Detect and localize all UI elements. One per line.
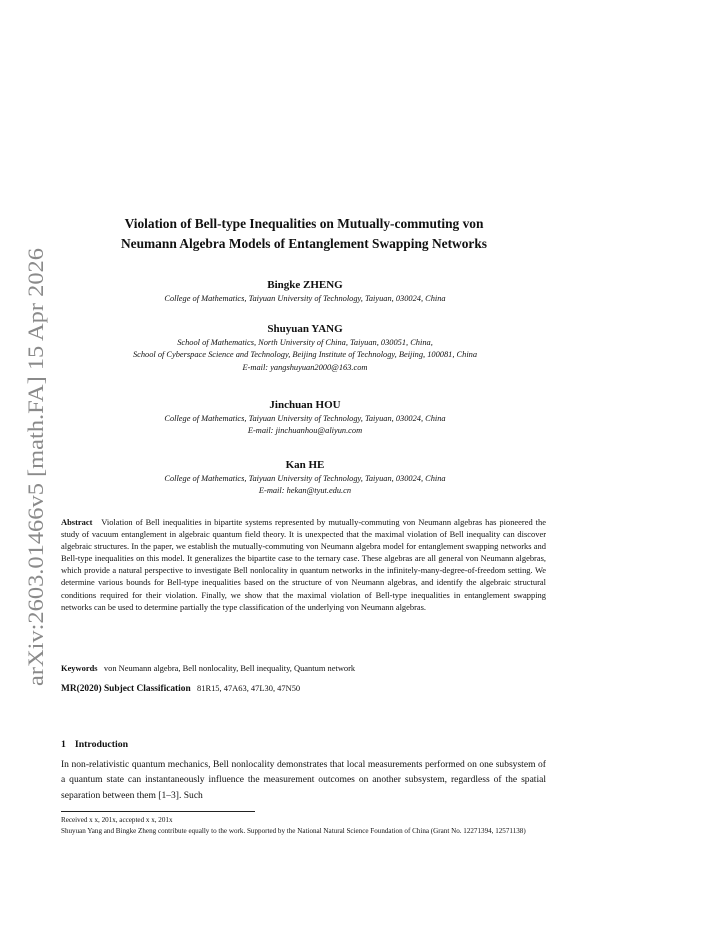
author-affiliation: College of Mathematics, Taiyuan University of Technology, Taiyuan, 030024, China [164, 474, 446, 483]
keywords-text: von Neumann algebra, Bell nonlocality, Bell inequality, Quantum network [103, 663, 356, 673]
subject-classification [61, 682, 546, 695]
author-name: Kan HE [285, 459, 325, 471]
footnote-received: Received x x, 201x, accepted x x, 201x [61, 816, 173, 824]
footnote-funding: Shuyuan Yang and Bingke Zheng contribute equally to the work. Supported by the National Natural Science Foundation of China (Grant No. 12271394, 12571138) [61, 826, 526, 835]
author-affiliation: School of Mathematics, North University of China, Taiyuan, 030051, China, [177, 338, 433, 347]
subject-classification-label: MR(2020) Subject Classification [61, 684, 191, 694]
paper-title-line-2: Neumann Algebra Models of Entanglement Swapping Networks [120, 236, 488, 251]
author-name: Shuyuan YANG [267, 323, 343, 335]
section-heading-introduction [61, 738, 128, 752]
email-label: E-mail: [258, 486, 285, 496]
section-number: 1 [61, 739, 66, 750]
subject-classification-codes: 81R15, 47A63, 47L30, 47N50 [197, 683, 301, 693]
author-email-line [55, 425, 555, 437]
arxiv-stamp-text: arXiv:2603.01466v5 [math.FA] 15 Apr 2026 [23, 291, 48, 686]
abstract-text: Violation of Bell inequalities in bipartite systems represented by mutually-commuting von Neumann algebras has pioneered the study of vacuum entanglement in algebraic quantum field theory. It is unexpected that the maximal violation of Bell inequality can discover algebraic structures. In the paper, we establish the mutually-commuting von Neumann algebra model for entanglement swapping networks and Bell-type inequalities on this model. It generalizes the bipartite case to the ternary case. These algebras are all general von Neumann algebras, which provide a natural perspective to investigate Bell nonlocality in quantum networks in the infinitely-many-degree-of-freedom setting. We determine various bounds for Bell-type inequalities based on the structure of von Neumann algebras, and identify the algebraic structural conditions required for their violation. Finally, we show that the maximal violation of Bell-type inequalities in entanglement swapping networks can be used to determine partially the type classification of the underlying von Neumann algebras. [61, 517, 546, 612]
arxiv-identifier-stamp [21, 246, 51, 686]
section-title: Introduction [74, 739, 129, 750]
paper-title-line-1: Violation of Bell-type Inequalities on Mutually-commuting von [124, 216, 484, 231]
keywords [61, 662, 546, 674]
author-affiliation: College of Mathematics, Taiyuan University of Technology, Taiyuan, 030024, China [164, 294, 446, 303]
author-affiliation: School of Cyberspace Science and Technology, Beijing Institute of Technology, Beijing, 100081, China [132, 350, 478, 360]
paper-title [62, 214, 546, 254]
author-affiliation: College of Mathematics, Taiyuan University of Technology, Taiyuan, 030024, China [164, 414, 446, 423]
abstract-label: Abstract [61, 517, 93, 527]
author-name: Jinchuan HOU [269, 399, 341, 411]
abstract [61, 516, 546, 613]
keywords-label: Keywords [61, 663, 98, 673]
author-block-zheng [55, 277, 555, 305]
author-email[interactable]: hekan@tyut.edu.cn [286, 486, 352, 496]
footnotes [61, 815, 546, 836]
author-block-hou [55, 397, 555, 438]
introduction-paragraph: In non-relativistic quantum mechanics, Bell nonlocality demonstrates that local measurements performed on one subsystem of a quantum state can instantaneously influence the measurement outcomes on another subsystem, regardless of the spatial separation between them [1–3]. Such [61, 759, 546, 801]
author-email[interactable]: yangshuyuan2000@163.com [270, 362, 368, 372]
footnote-divider [61, 811, 255, 812]
author-email-line [55, 485, 555, 497]
author-name: Bingke ZHENG [267, 279, 343, 291]
author-email[interactable]: jinchuanhou@aliyun.com [275, 426, 363, 436]
email-label: E-mail: [242, 362, 269, 372]
author-email-line [55, 362, 555, 374]
author-block-yang [55, 321, 555, 374]
email-label: E-mail: [247, 426, 274, 436]
author-block-he [55, 457, 555, 498]
